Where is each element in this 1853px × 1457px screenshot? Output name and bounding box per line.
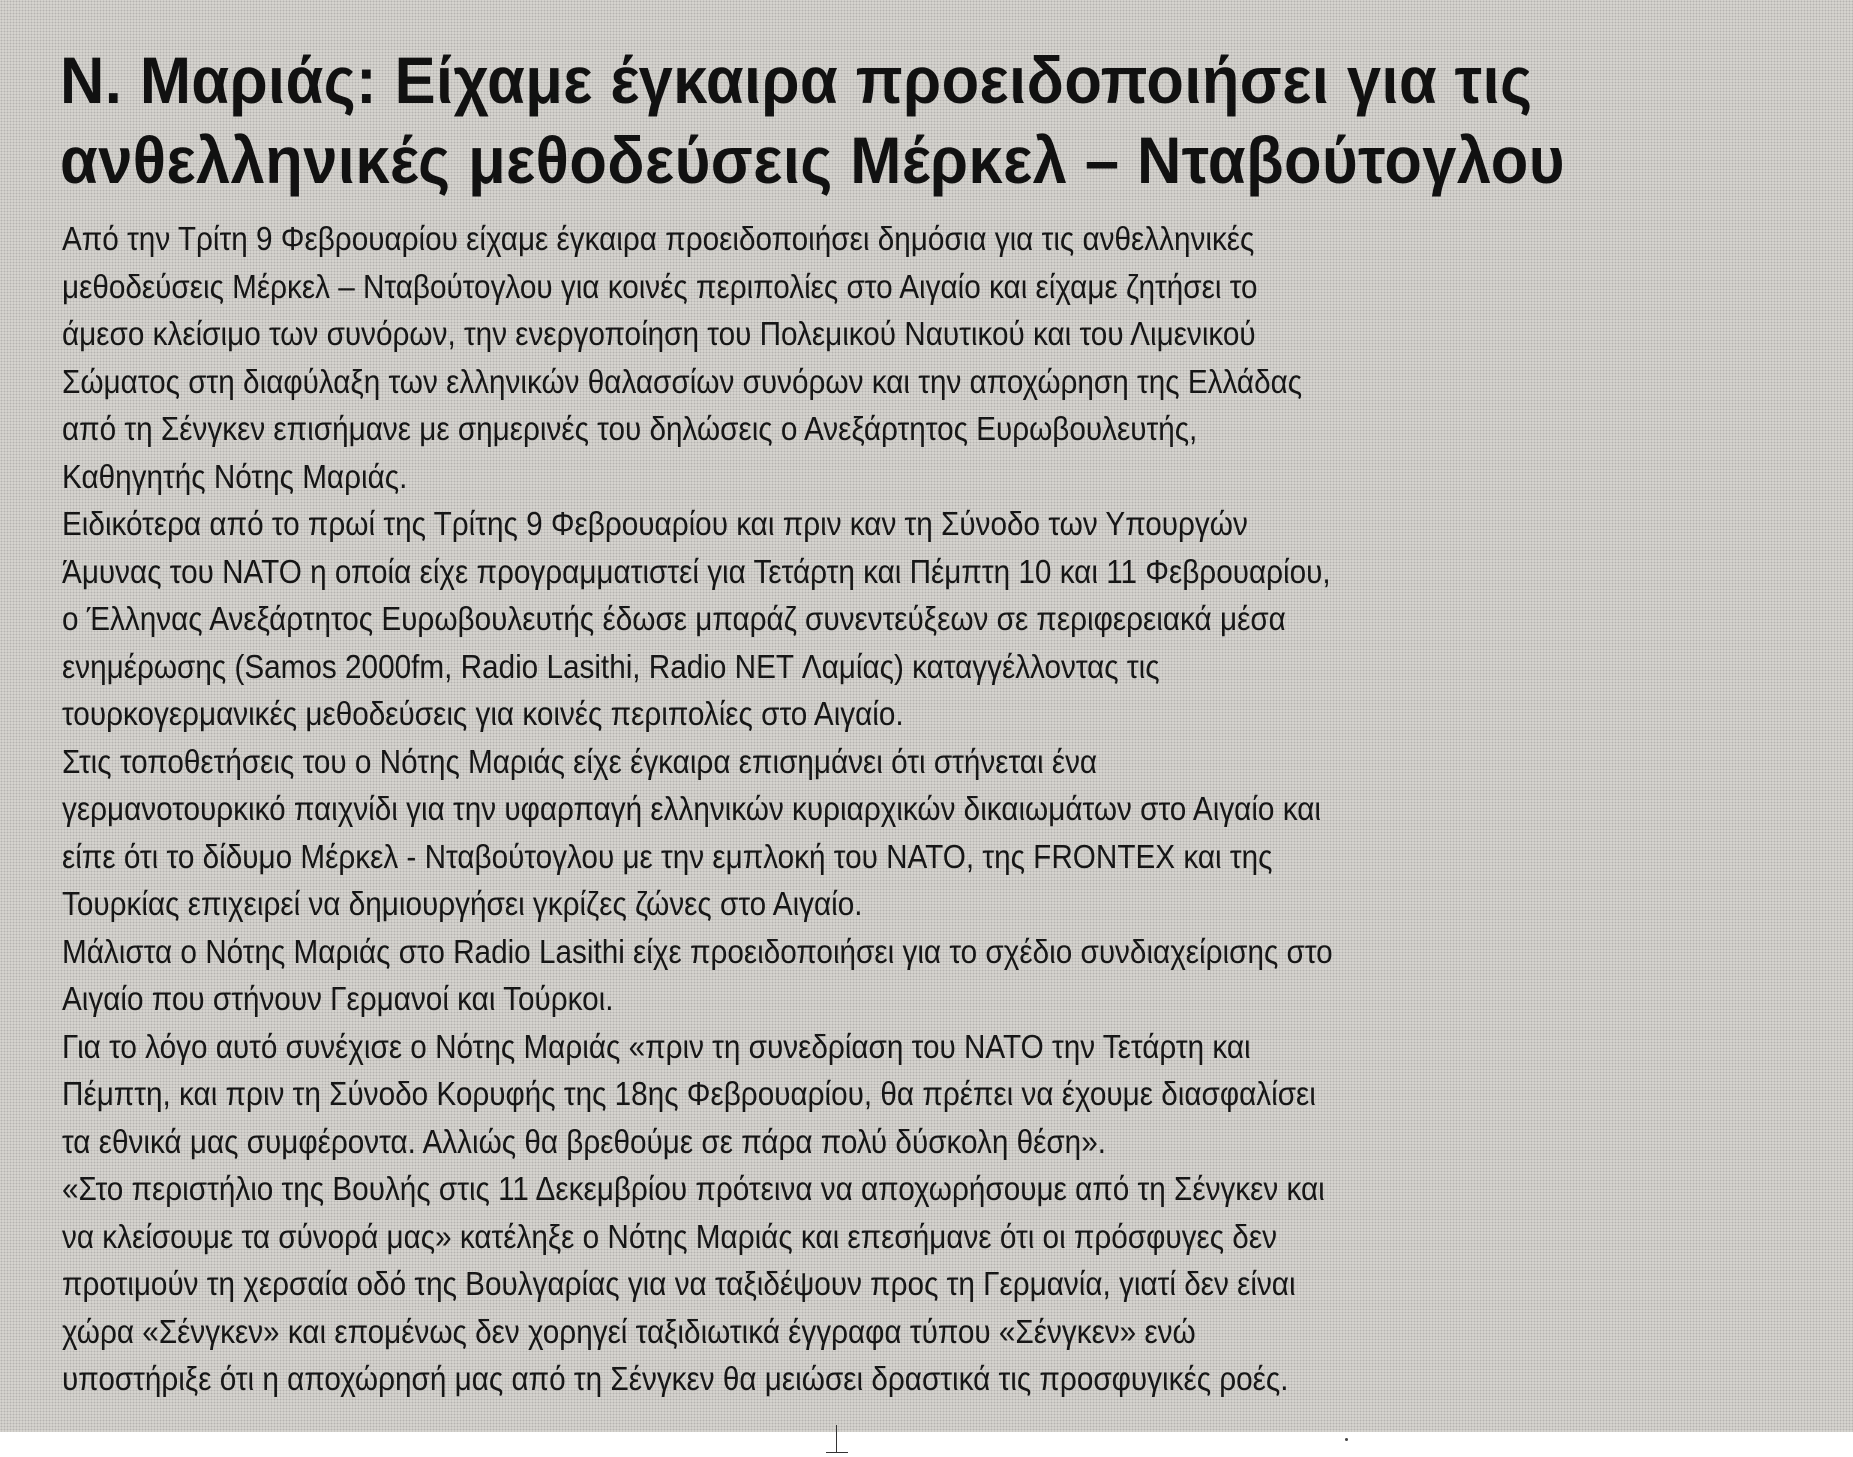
body-line: να κλείσουμε τα σύνορά μας» κατέληξε ο Νότης Μαριάς και επεσήμανε ότι οι πρόσφυγες δεν [62, 1217, 1277, 1255]
headline-line-1: Ν. Μαριάς: Είχαμε έγκαιρα προειδοποιήσει για τις [60, 43, 1533, 117]
body-line: τα εθνικά μας συμφέροντα. Αλλιώς θα βρεθούμε σε πάρα πολύ δύσκολη θέση». [62, 1122, 1106, 1160]
crop-mark-horizontal [826, 1452, 848, 1453]
body-line: τουρκογερμανικές μεθοδεύσεις για κοινές περιπολίες στο Αιγαίο. [62, 695, 904, 732]
body-line: από τη Σένγκεν επισήμανε με σημερινές του δηλώσεις ο Ανεξάρτητος Ευρωβουλευτής, [62, 410, 1198, 447]
crop-mark-vertical [836, 1425, 837, 1453]
article-body [62, 215, 1682, 1403]
body-line: Πέμπτη, και πριν τη Σύνοδο Κορυφής της 18ης Φεβρουαρίου, θα πρέπει να έχουμε διασφαλίσει [62, 1075, 1316, 1112]
body-line: «Στο περιστήλιο της Βουλής στις 11 Δεκεμβρίου πρότεινα να αποχωρήσουμε από τη Σένγκεν και [62, 1170, 1325, 1207]
body-line: Αιγαίο που στήνουν Γερμανοί και Τούρκοι. [62, 980, 614, 1017]
body-line: προτιμούν τη χερσαία οδό της Βουλγαρίας για να ταξιδέψουν προς τη Γερμανία, γιατί δεν είναι [62, 1265, 1296, 1302]
body-line: Σώματος στη διαφύλαξη των ελληνικών θαλασσίων συνόρων και την αποχώρηση της Ελλάδας [62, 362, 1303, 400]
body-line: ο Έλληνας Ανεξάρτητος Ευρωβουλευτής έδωσε μπαράζ συνεντεύξεων σε περιφερειακά μέσα [62, 600, 1286, 637]
body-line: μεθοδεύσεις Μέρκελ – Νταβούτογλου για κοινές περιπολίες στο Αιγαίο και είχαμε ζητήσει το [62, 267, 1258, 305]
headline [60, 40, 1715, 200]
body-line: υποστήριξε ότι η αποχώρησή μας από τη Σένγκεν θα μειώσει δραστικά τις προσφυγικές ροές. [62, 1360, 1289, 1397]
body-line: Καθηγητής Νότης Μαριάς. [62, 457, 408, 495]
body-line: Μάλιστα ο Νότης Μαριάς στο Radio Lasithi είχε προειδοποιήσει για το σχέδιο συνδιαχείρισης στο [62, 932, 1333, 970]
body-line: γερμανοτουρκικό παιχνίδι για την υφαρπαγή ελληνικών κυριαρχικών δικαιωμάτων στο Αιγαίο και [62, 790, 1321, 827]
body-line: Για το λόγο αυτό συνέχισε ο Νότης Μαριάς «πριν τη συνεδρίαση του ΝΑΤΟ την Τετάρτη και [62, 1027, 1251, 1065]
ink-speck [1345, 1438, 1348, 1441]
body-line: Στις τοποθετήσεις του ο Νότης Μαριάς είχε έγκαιρα επισημάνει ότι στήνεται ένα [62, 742, 1098, 780]
body-line: Τουρκίας επιχειρεί να δημιουργήσει γκρίζες ζώνες στο Αιγαίο. [62, 885, 863, 922]
body-line: χώρα «Σένγκεν» και επομένως δεν χορηγεί ταξιδιωτικά έγγραφα τύπου «Σένγκεν» ενώ [62, 1312, 1196, 1350]
body-line: είπε ότι το δίδυμο Μέρκελ - Νταβούτογλου με την εμπλοκή του ΝΑΤΟ, της FRONTEX και της [62, 837, 1273, 875]
body-line: άμεσο κλείσιμο των συνόρων, την ενεργοποίηση του Πολεμικού Ναυτικού και του Λιμενικού [62, 315, 1256, 352]
body-line: Από την Τρίτη 9 Φεβρουαρίου είχαμε έγκαιρα προειδοποιήσει δημόσια για τις ανθελληνικές [62, 220, 1255, 257]
body-line: Ειδικότερα από το πρωί της Τρίτης 9 Φεβρουαρίου και πριν καν τη Σύνοδο των Υπουργών [62, 505, 1248, 542]
body-line: Άμυνας του ΝΑΤΟ η οποία είχε προγραμματιστεί για Τετάρτη και Πέμπτη 10 και 11 Φεβρουαρίου, [62, 552, 1331, 590]
headline-line-2: ανθελληνικές μεθοδεύσεις Μέρκελ – Νταβούτογλου [60, 123, 1565, 197]
body-line: ενημέρωσης (Samos 2000fm, Radio Lasithi, Radio NET Λαμίας) καταγγέλλοντας τις [62, 647, 1160, 685]
